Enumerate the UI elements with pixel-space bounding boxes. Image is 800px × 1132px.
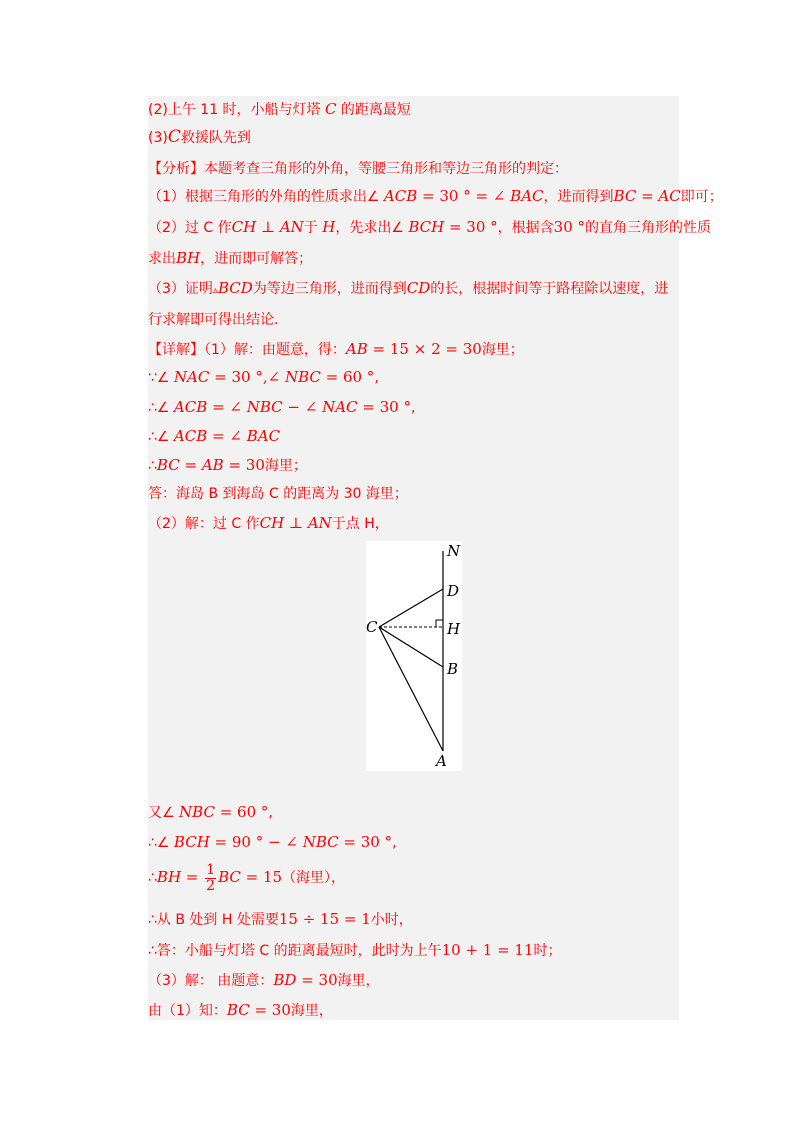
analysis-step-2: （2）过 C 作CH ⊥ AN于 H，先求出∠ BCH = 30 °，根据含30 °的直角三角形的性质	[148, 218, 712, 236]
label-n: N	[447, 542, 461, 560]
analysis-step-1: （1）根据三角形的外角的性质求出∠ ACB = 30 ° = ∠ BAC，进而得到BC = AC即可；	[148, 187, 723, 205]
geometry-figure	[366, 541, 462, 771]
label-c: C	[366, 618, 378, 636]
answer-line-2: (2)上午 11 时，小船与灯塔 C 的距离最短	[148, 100, 411, 118]
line-ca	[379, 627, 443, 751]
solution-bch-angle: ∴∠ BCH = 90 ° − ∠ NBC = 30 °,	[148, 833, 397, 851]
label-h: H	[447, 620, 461, 638]
solution-angle-acb: ∴∠ ACB = ∠ NBC − ∠ NAC = 30 °,	[148, 398, 416, 416]
solution-bc-length: ∴BC = AB = 30海里；	[148, 456, 307, 474]
figure-svg	[366, 541, 462, 771]
right-angle-mark	[436, 620, 443, 627]
analysis-step-3-cont: 行求解即可得出结论.	[148, 312, 279, 328]
solution-time: ∴从 B 处到 H 处需要15 ÷ 15 = 1小时，	[148, 910, 413, 928]
solution-answer-1: 答：海岛 B 到海岛 C 的距离为 30 海里；	[148, 486, 408, 502]
analysis-step-3: （3）证明▵BCD为等边三角形，进而得到CD的长，根据时间等于路程除以速度，进	[148, 279, 669, 297]
label-d: D	[447, 582, 460, 600]
solution-step-1: 【详解】（1）解：由题意，得：AB = 15 × 2 = 30海里；	[148, 340, 524, 358]
solution-answer-2: ∴答：小船与灯塔 C 的距离最短时，此时为上午10 + 1 = 11时；	[148, 941, 562, 959]
label-a: A	[436, 752, 447, 770]
solution-nbc-angle: 又∠ NBC = 60 °,	[148, 803, 273, 821]
answer-line-3: (3)C救援队先到	[148, 127, 251, 147]
line-cd	[379, 589, 443, 627]
analysis-step-2-cont: 求出BH，进而即可解答；	[148, 249, 313, 267]
solution-step-2: （2）解：过 C 作CH ⊥ AN于点 H，	[148, 514, 389, 532]
solution-bh-length: ∴BH = $\frac{1}{2}$ BC = 15（海里），	[148, 861, 346, 894]
label-b: B	[447, 660, 459, 678]
analysis-heading: 【分析】本题考查三角形的外角，等腰三角形和等边三角形的判定：	[148, 161, 568, 177]
solution-step-3-bc: 由（1）知：BC = 30海里，	[148, 1001, 333, 1019]
fraction-one-half: $\frac{1}{2}$	[206, 861, 216, 894]
line-cb	[379, 627, 443, 667]
solution-given-angles: ∵∠ NAC = 30 °,∠ NBC = 60 °,	[148, 368, 379, 386]
solution-step-3: （3）解： 由题意：BD = 30海里，	[148, 971, 380, 989]
solution-equal-angles: ∴∠ ACB = ∠ BAC	[148, 427, 281, 445]
